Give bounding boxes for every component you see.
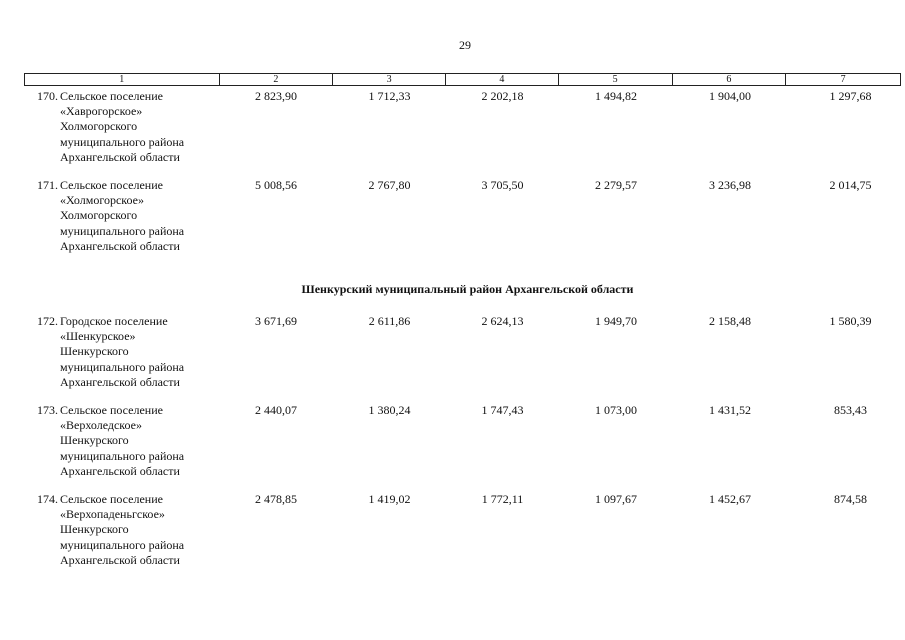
value-col-6: 2 158,48 bbox=[709, 314, 751, 328]
name-line: Архангельской области bbox=[60, 149, 180, 164]
table-row bbox=[24, 314, 901, 390]
value-col-4: 1 747,43 bbox=[481, 403, 524, 417]
value-col-5: 2 279,57 bbox=[595, 178, 637, 192]
row-number: 174. bbox=[37, 492, 58, 506]
header-col-7: 7 bbox=[785, 74, 900, 85]
name-line: муниципального района bbox=[60, 223, 185, 238]
row-number: 172. bbox=[37, 314, 58, 328]
header-col-5: 5 bbox=[558, 74, 672, 85]
table-row bbox=[24, 403, 901, 479]
value-col-3: 2 767,80 bbox=[368, 178, 411, 192]
name-line: «Верхоледское» bbox=[60, 418, 142, 433]
value-col-3: 1 712,33 bbox=[368, 89, 411, 103]
header-col-4: 4 bbox=[445, 74, 558, 85]
header-col-2: 2 bbox=[219, 74, 333, 85]
value-col-7: 2 014,75 bbox=[829, 178, 872, 192]
value-col-7: 1 297,68 bbox=[829, 89, 872, 103]
name-line: Архангельской области bbox=[60, 552, 180, 567]
name-line: муниципального района bbox=[60, 359, 185, 374]
table-row bbox=[24, 89, 901, 165]
name-line: Городское поселение bbox=[60, 314, 168, 328]
value-col-3: 2 611,86 bbox=[368, 314, 411, 328]
value-col-2: 2 440,07 bbox=[255, 403, 297, 417]
value-col-4: 2 202,18 bbox=[481, 89, 524, 103]
value-col-5: 1 949,70 bbox=[595, 314, 637, 328]
settlement-name bbox=[60, 403, 218, 479]
value-col-6: 1 431,52 bbox=[709, 403, 751, 417]
header-col-3: 3 bbox=[332, 74, 445, 85]
name-line: Холмогорского bbox=[60, 208, 138, 223]
name-line: Шенкурского bbox=[60, 522, 129, 537]
name-line: «Шенкурское» bbox=[60, 329, 136, 344]
name-line: «Хаврогорское» bbox=[60, 104, 143, 119]
value-col-2: 2 823,90 bbox=[255, 89, 297, 103]
name-line: Сельское поселение bbox=[60, 492, 163, 506]
section-heading: Шенкурский муниципальный район Архангельской области bbox=[301, 282, 634, 296]
value-col-4: 1 772,11 bbox=[481, 492, 524, 506]
settlement-name bbox=[60, 492, 218, 568]
row-number: 173. bbox=[37, 403, 58, 417]
value-col-2: 3 671,69 bbox=[255, 314, 297, 328]
row-number: 170. bbox=[37, 89, 58, 103]
name-line: Холмогорского bbox=[60, 119, 138, 134]
name-line: Архангельской области bbox=[60, 463, 180, 478]
value-col-7: 1 580,39 bbox=[829, 314, 872, 328]
header-col-1: 1 bbox=[119, 74, 125, 85]
page-number: 29 bbox=[459, 38, 471, 52]
value-col-3: 1 380,24 bbox=[368, 403, 411, 417]
table-row bbox=[24, 492, 901, 568]
row-number: 171. bbox=[37, 178, 58, 192]
name-line: «Верхопаденьгское» bbox=[60, 507, 165, 522]
value-col-6: 3 236,98 bbox=[709, 178, 751, 192]
value-col-5: 1 097,67 bbox=[595, 492, 637, 506]
name-line: Шенкурского bbox=[60, 433, 129, 448]
settlement-name bbox=[60, 314, 218, 390]
name-line: Сельское поселение bbox=[60, 89, 163, 103]
name-line: муниципального района bbox=[60, 537, 185, 552]
value-col-6: 1 904,00 bbox=[709, 89, 751, 103]
name-line: Сельское поселение bbox=[60, 403, 163, 417]
name-line: Архангельской области bbox=[60, 238, 180, 253]
value-col-4: 3 705,50 bbox=[481, 178, 524, 192]
settlement-name bbox=[60, 89, 218, 165]
value-col-2: 2 478,85 bbox=[255, 492, 297, 506]
settlement-name bbox=[60, 178, 218, 254]
header-col-6: 6 bbox=[672, 74, 786, 85]
value-col-5: 1 073,00 bbox=[595, 403, 637, 417]
name-line: Архангельской области bbox=[60, 374, 180, 389]
value-col-7: 853,43 bbox=[834, 403, 867, 417]
value-col-6: 1 452,67 bbox=[709, 492, 751, 506]
name-line: муниципального района bbox=[60, 448, 185, 463]
name-line: «Холмогорское» bbox=[60, 193, 144, 208]
value-col-3: 1 419,02 bbox=[368, 492, 411, 506]
value-col-2: 5 008,56 bbox=[255, 178, 297, 192]
value-col-4: 2 624,13 bbox=[481, 314, 524, 328]
value-col-5: 1 494,82 bbox=[595, 89, 637, 103]
value-col-7: 874,58 bbox=[834, 492, 867, 506]
table-row bbox=[24, 178, 901, 254]
table-header bbox=[24, 73, 901, 86]
name-line: Сельское поселение bbox=[60, 178, 163, 192]
name-line: Шенкурского bbox=[60, 344, 129, 359]
name-line: муниципального района bbox=[60, 134, 185, 149]
